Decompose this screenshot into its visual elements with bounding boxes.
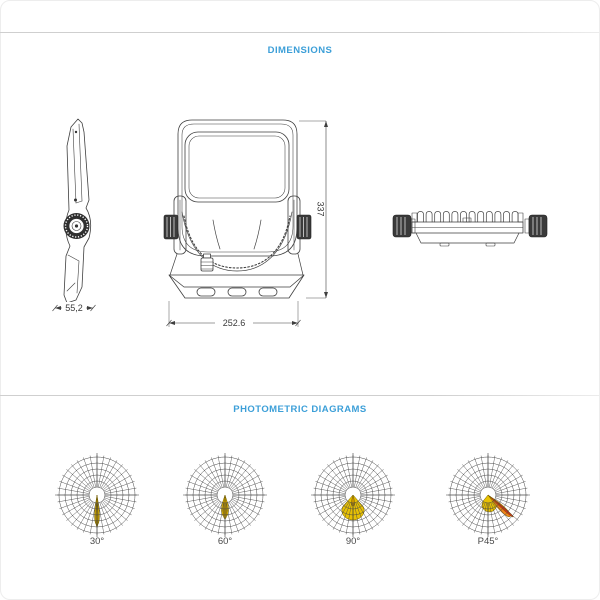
photometric-section-title: PHOTOMETRIC DIAGRAMS <box>233 404 367 415</box>
side-width-label: 55,2 <box>65 303 83 313</box>
polar-plot <box>49 447 145 543</box>
polar-plot <box>440 447 536 543</box>
side-view-drawing <box>45 103 105 318</box>
front-width-label: 252.6 <box>222 318 246 328</box>
beam-angle-label: P45° <box>477 536 499 547</box>
front-width-dimension <box>167 301 301 328</box>
top-view-drawing <box>390 205 550 250</box>
photometric-diagram-3 <box>305 447 401 557</box>
photometric-divider <box>0 395 600 396</box>
beam-angle-label: 30° <box>89 536 105 547</box>
photometric-diagram-1 <box>49 447 145 557</box>
side-width-dimension <box>53 302 96 313</box>
front-height-label: 337 <box>315 201 326 217</box>
polar-plot <box>305 447 401 543</box>
beam-angle-label: 90° <box>345 536 361 547</box>
photometric-diagram-2 <box>177 447 273 557</box>
polar-plot <box>177 447 273 543</box>
front-view-drawing <box>160 108 335 336</box>
front-height-dimension <box>299 121 328 298</box>
photometric-diagram-4 <box>440 447 536 557</box>
beam-angle-label: 60° <box>217 536 233 547</box>
dimensions-section-title: DIMENSIONS <box>267 45 333 56</box>
top-divider <box>0 32 600 33</box>
